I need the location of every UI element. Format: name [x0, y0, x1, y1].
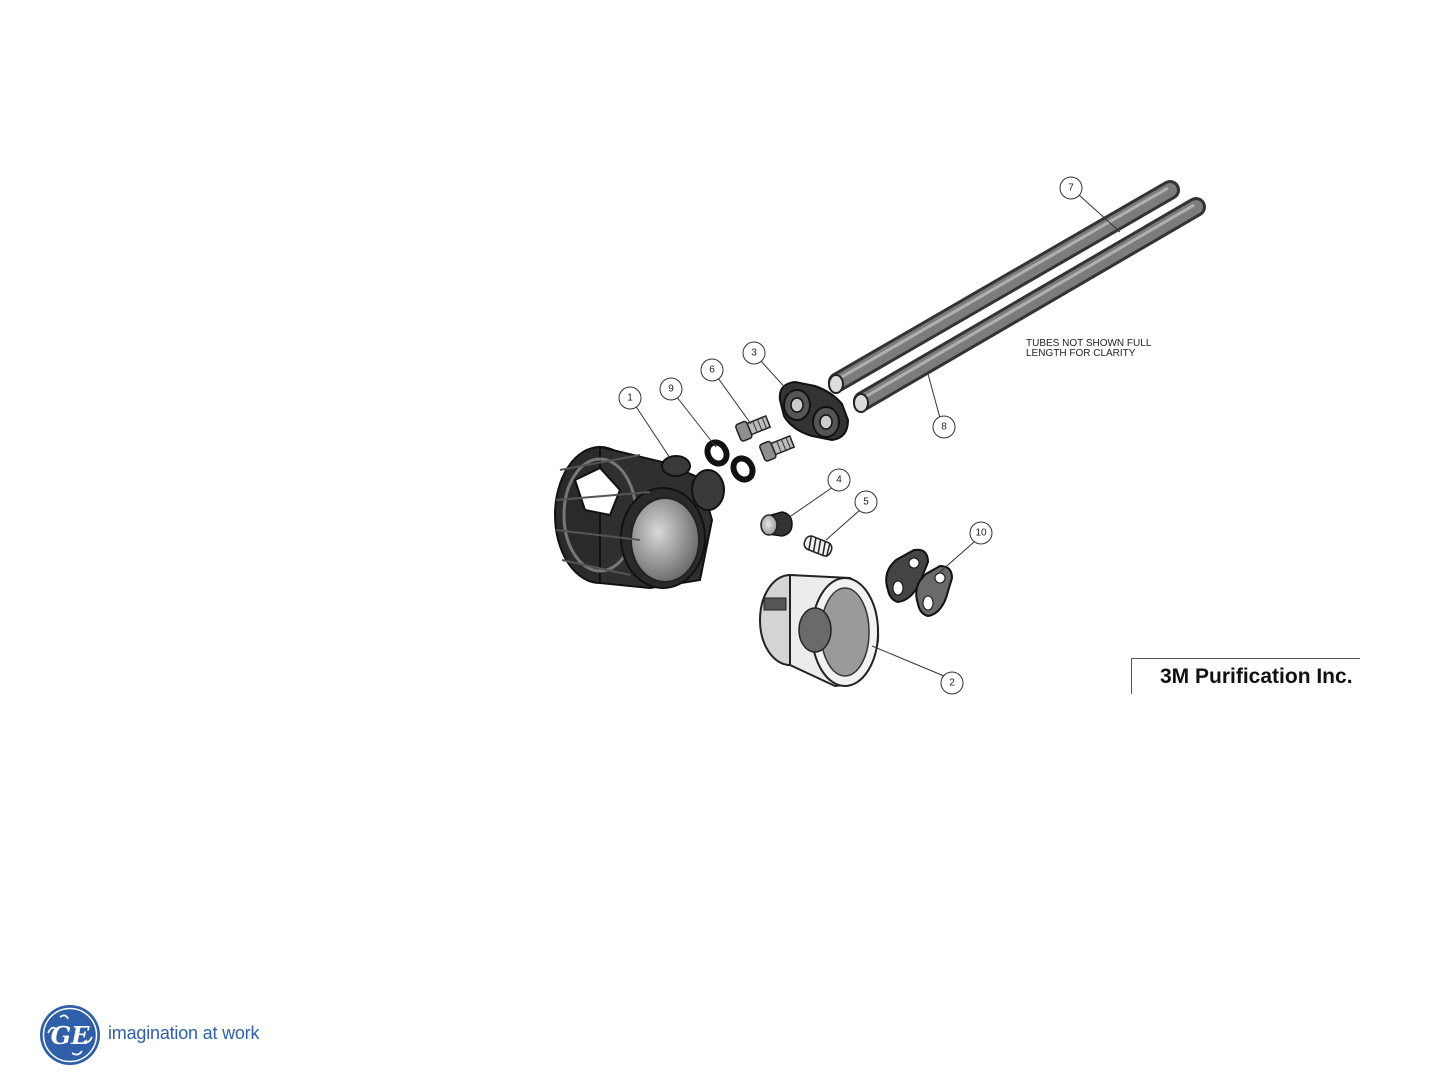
svg-text:4: 4 — [836, 474, 842, 486]
company-name: 3M Purification Inc. — [1160, 665, 1353, 688]
callout-balloon-1 — [619, 387, 641, 409]
callout-balloon-7 — [1060, 177, 1082, 199]
drawing-note-line-1: TUBES NOT SHOWN FULL — [1026, 338, 1152, 349]
tube-part-8 — [854, 205, 1196, 412]
svg-text:1: 1 — [627, 392, 633, 404]
svg-text:6: 6 — [709, 364, 715, 376]
footer-branding — [38, 1003, 298, 1069]
cap-part-4 — [761, 512, 792, 536]
callout-balloon-9 — [660, 378, 682, 400]
svg-text:2: 2 — [949, 677, 955, 689]
tube-part-7 — [829, 188, 1170, 393]
svg-text:3: 3 — [751, 347, 757, 359]
svg-text:9: 9 — [668, 383, 674, 395]
callout-balloon-5 — [855, 491, 877, 513]
svg-text:10: 10 — [975, 527, 987, 539]
svg-text:5: 5 — [863, 496, 869, 508]
gasket-part-10 — [886, 550, 952, 616]
tagline: imagination at work — [108, 1023, 260, 1043]
shell-part-2 — [760, 575, 878, 686]
callout-balloon-6 — [701, 359, 723, 381]
housing-part-1 — [555, 447, 724, 588]
title-block — [1131, 658, 1360, 694]
svg-text:7: 7 — [1068, 182, 1074, 194]
callout-balloon-2 — [941, 672, 963, 694]
callout-balloon-8 — [933, 416, 955, 438]
callout-balloon-10 — [970, 522, 992, 544]
drawing-note-line-2: LENGTH FOR CLARITY — [1026, 348, 1136, 359]
callout-balloon-3 — [743, 342, 765, 364]
callout-balloon-4 — [828, 469, 850, 491]
svg-text:8: 8 — [941, 421, 947, 433]
svg-text:GE: GE — [50, 1021, 90, 1050]
ge-logo-icon — [38, 1003, 102, 1067]
